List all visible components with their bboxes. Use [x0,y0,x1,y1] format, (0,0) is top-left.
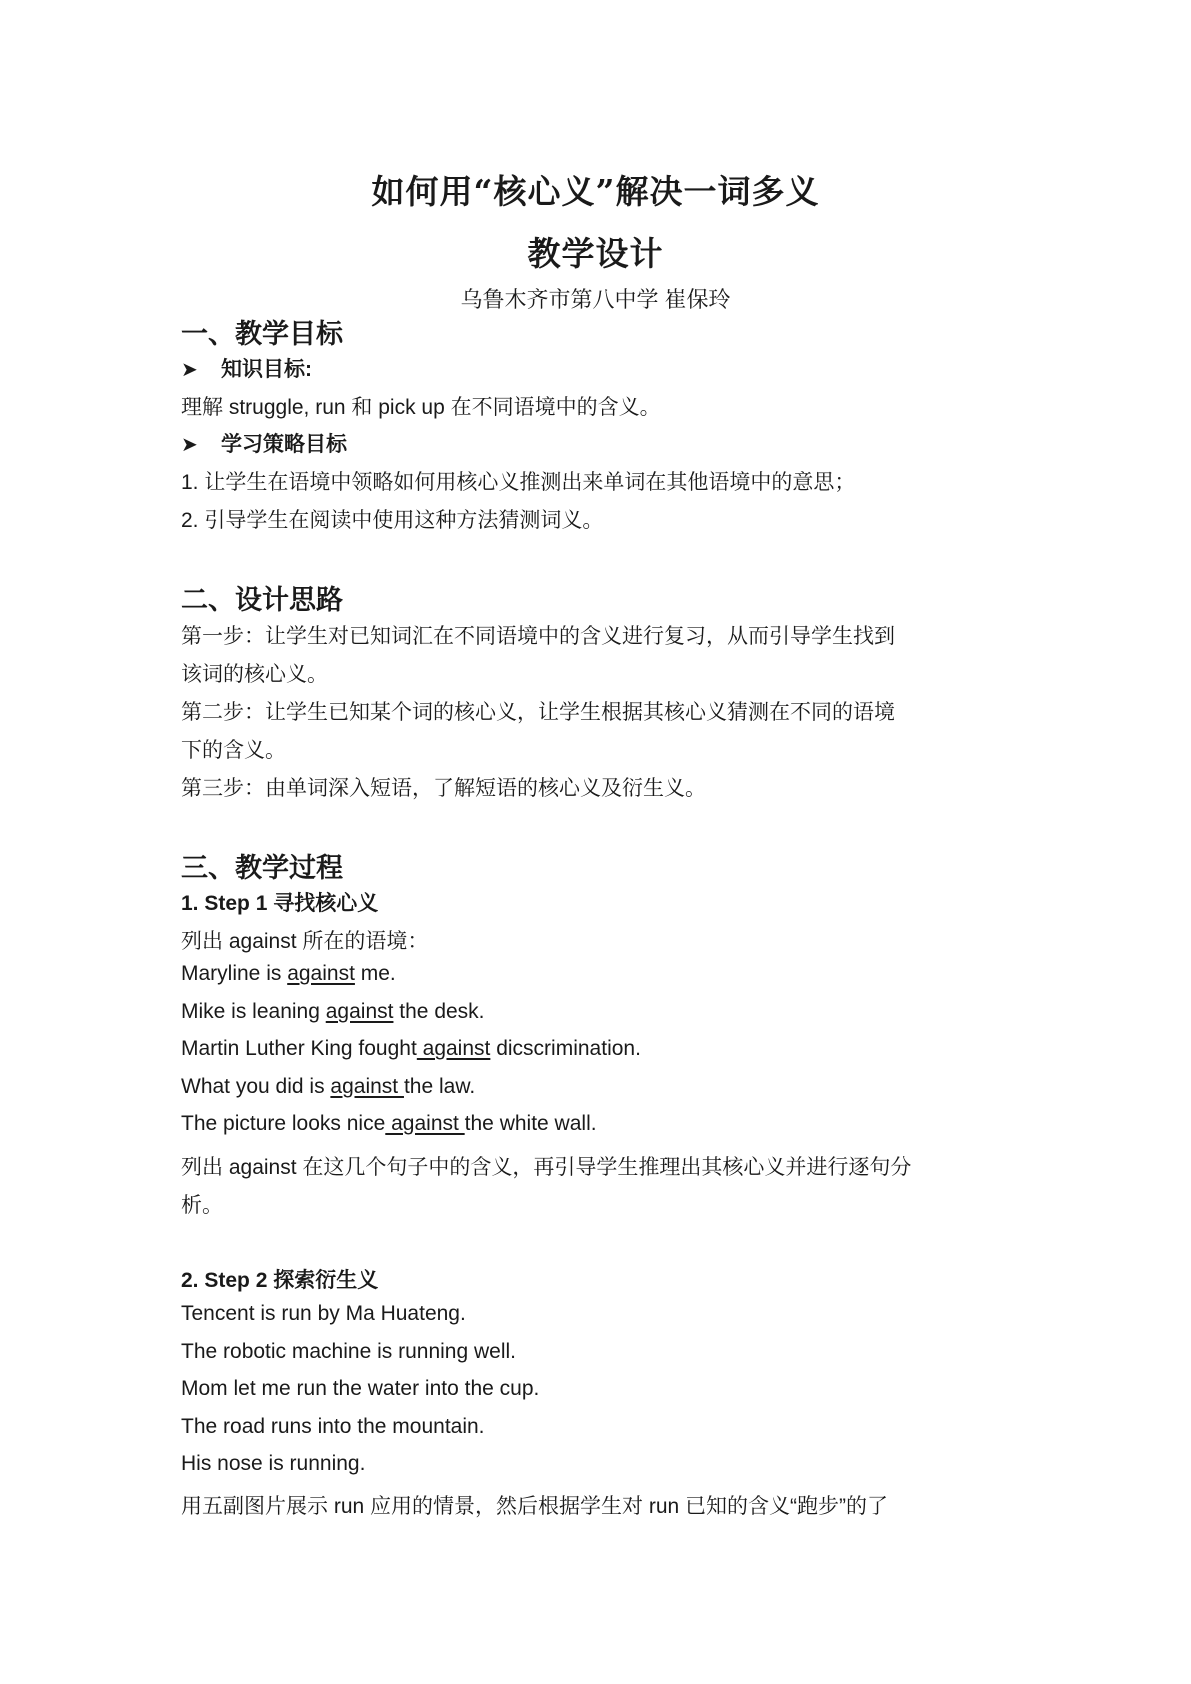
sentence-text: the law. [403,1075,476,1098]
design-line: 第一步：让学生对已知词汇在不同语境中的含义进行复习，从而引导学生找到 [181,625,895,648]
arrow-bullet-icon: ➤ [181,434,198,456]
run-sentence: The robotic machine is running well. [181,1340,516,1363]
design-line: 第二步：让学生已知某个词的核心义，让学生根据其核心义猜测在不同的语境 [181,701,895,724]
design-line: 下的含义。 [181,739,286,762]
step1-heading: 1. Step 1 寻找核心义 [181,892,379,915]
underlined-word: against [287,962,355,985]
run-sentence: The road runs into the mountain. [181,1415,485,1438]
knowledge-text: 理解 struggle, run 和 pick up 在不同语境中的含义。 [181,396,661,419]
sentence-text: What you did is [181,1075,331,1098]
example-sentence [181,962,396,986]
step1-explanation: 列出 against 在这几个句子中的含义，再引导学生推理出其核心义并进行逐句分 [181,1156,912,1179]
author-line: 乌鲁木齐市第八中学 崔保玲 [460,287,731,312]
example-sentence [181,1000,485,1024]
section-heading-objectives: 一、教学目标 [181,319,343,350]
document-title: 如何用“核心义”解决一词多义 [371,172,820,211]
run-sentence: Mom let me run the water into the cup. [181,1377,540,1400]
run-sentence: Tencent is run by Ma Huateng. [181,1302,466,1325]
subheading-strategy [181,428,347,458]
underlined-word: against [385,1112,465,1135]
sentence-text: dicscrimination. [490,1037,641,1060]
step2-heading: 2. Step 2 探索衍生义 [181,1269,379,1292]
example-sentence [181,1075,475,1099]
underlined-word: against [325,1000,394,1023]
sentence-text: the white wall. [464,1112,597,1135]
underlined-word: against [416,1037,491,1060]
sentence-text: The picture looks nice [181,1112,386,1135]
strategy-item: 1. 让学生在语境中领略如何用核心义推测出来单词在其他语境中的意思； [181,471,856,494]
underlined-word: against [330,1075,404,1098]
document-subtitle: 教学设计 [527,234,664,273]
sentence-text: Martin Luther King fought [181,1037,417,1060]
section-heading-process: 三、教学过程 [181,853,343,884]
step1-intro: 列出 against 所在的语境： [181,930,429,953]
arrow-bullet-icon: ➤ [181,359,198,381]
subheading-knowledge-label: 知识目标: [221,358,312,381]
sentence-text: me. [354,962,396,985]
step1-explanation: 析。 [181,1194,223,1217]
subheading-strategy-label: 学习策略目标 [221,433,347,456]
design-line: 该词的核心义。 [181,663,328,686]
step2-explanation: 用五副图片展示 run 应用的情景，然后根据学生对 run 已知的含义“跑步”的了 [181,1495,889,1518]
sentence-text: Mike is leaning [181,1000,326,1023]
strategy-item: 2. 引导学生在阅读中使用这种方法猜测词义。 [181,509,604,532]
subheading-knowledge [181,353,312,383]
run-sentence: His nose is running. [181,1452,366,1475]
section-heading-design: 二、设计思路 [181,585,343,616]
sentence-text: the desk. [393,1000,485,1023]
example-sentence [181,1037,641,1061]
design-line: 第三步：由单词深入短语，了解短语的核心义及衍生义。 [181,777,706,800]
example-sentence [181,1112,597,1136]
sentence-text: Maryline is [181,962,288,985]
